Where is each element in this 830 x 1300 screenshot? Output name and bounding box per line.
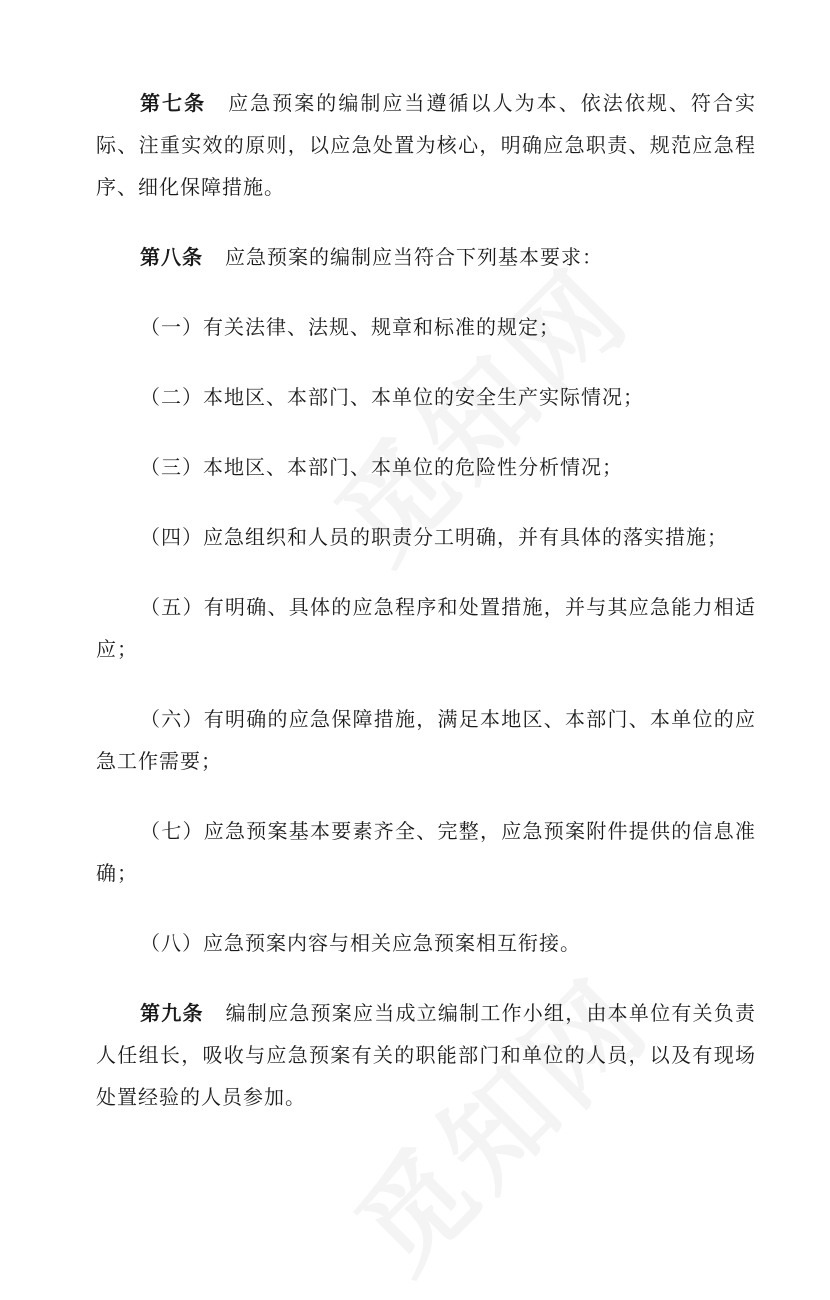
list-item: （一）有关法律、法规、规章和标准的规定； — [140, 315, 560, 339]
article-number: 第八条 — [140, 245, 203, 269]
article-number: 第九条 — [140, 1001, 204, 1025]
list-item: （五）有明确、具体的应急程序和处置措施，并与其应急能力相适应； — [96, 595, 756, 661]
article-7 — [96, 82, 756, 208]
article-8 — [96, 236, 756, 278]
article-text: 应急预案的编制应当符合下列基本要求： — [225, 245, 603, 269]
list-item: （三）本地区、本部门、本单位的危险性分析情况； — [140, 455, 623, 479]
article-text: 应急预案的编制应当遵循以人为本、依法依规、符合实际、注重实效的原则，以应急处置为核心，明确应急职责、规范应急程序、细化保障措施。 — [96, 91, 757, 199]
list-item: （七）应急预案基本要素齐全、完整，应急预案附件提供的信息准确； — [96, 819, 756, 885]
article-text: 编制应急预案应当成立编制工作小组，由本单位有关负责人任组长，吸收与应急预案有关的职能部门和单位的人员，以及有现场处置经验的人员参加。 — [96, 1001, 757, 1109]
list-item: （四）应急组织和人员的职责分工明确，并有具体的落实措施； — [140, 525, 728, 549]
list-item: （二）本地区、本部门、本单位的安全生产实际情况； — [140, 385, 644, 409]
article-9 — [96, 992, 756, 1118]
article-number: 第七条 — [140, 91, 207, 115]
document-body — [96, 82, 756, 1146]
list-item: （六）有明确的应急保障措施，满足本地区、本部门、本单位的应急工作需要； — [96, 707, 756, 773]
list-item: （八）应急预案内容与相关应急预案相互衔接。 — [140, 931, 581, 955]
